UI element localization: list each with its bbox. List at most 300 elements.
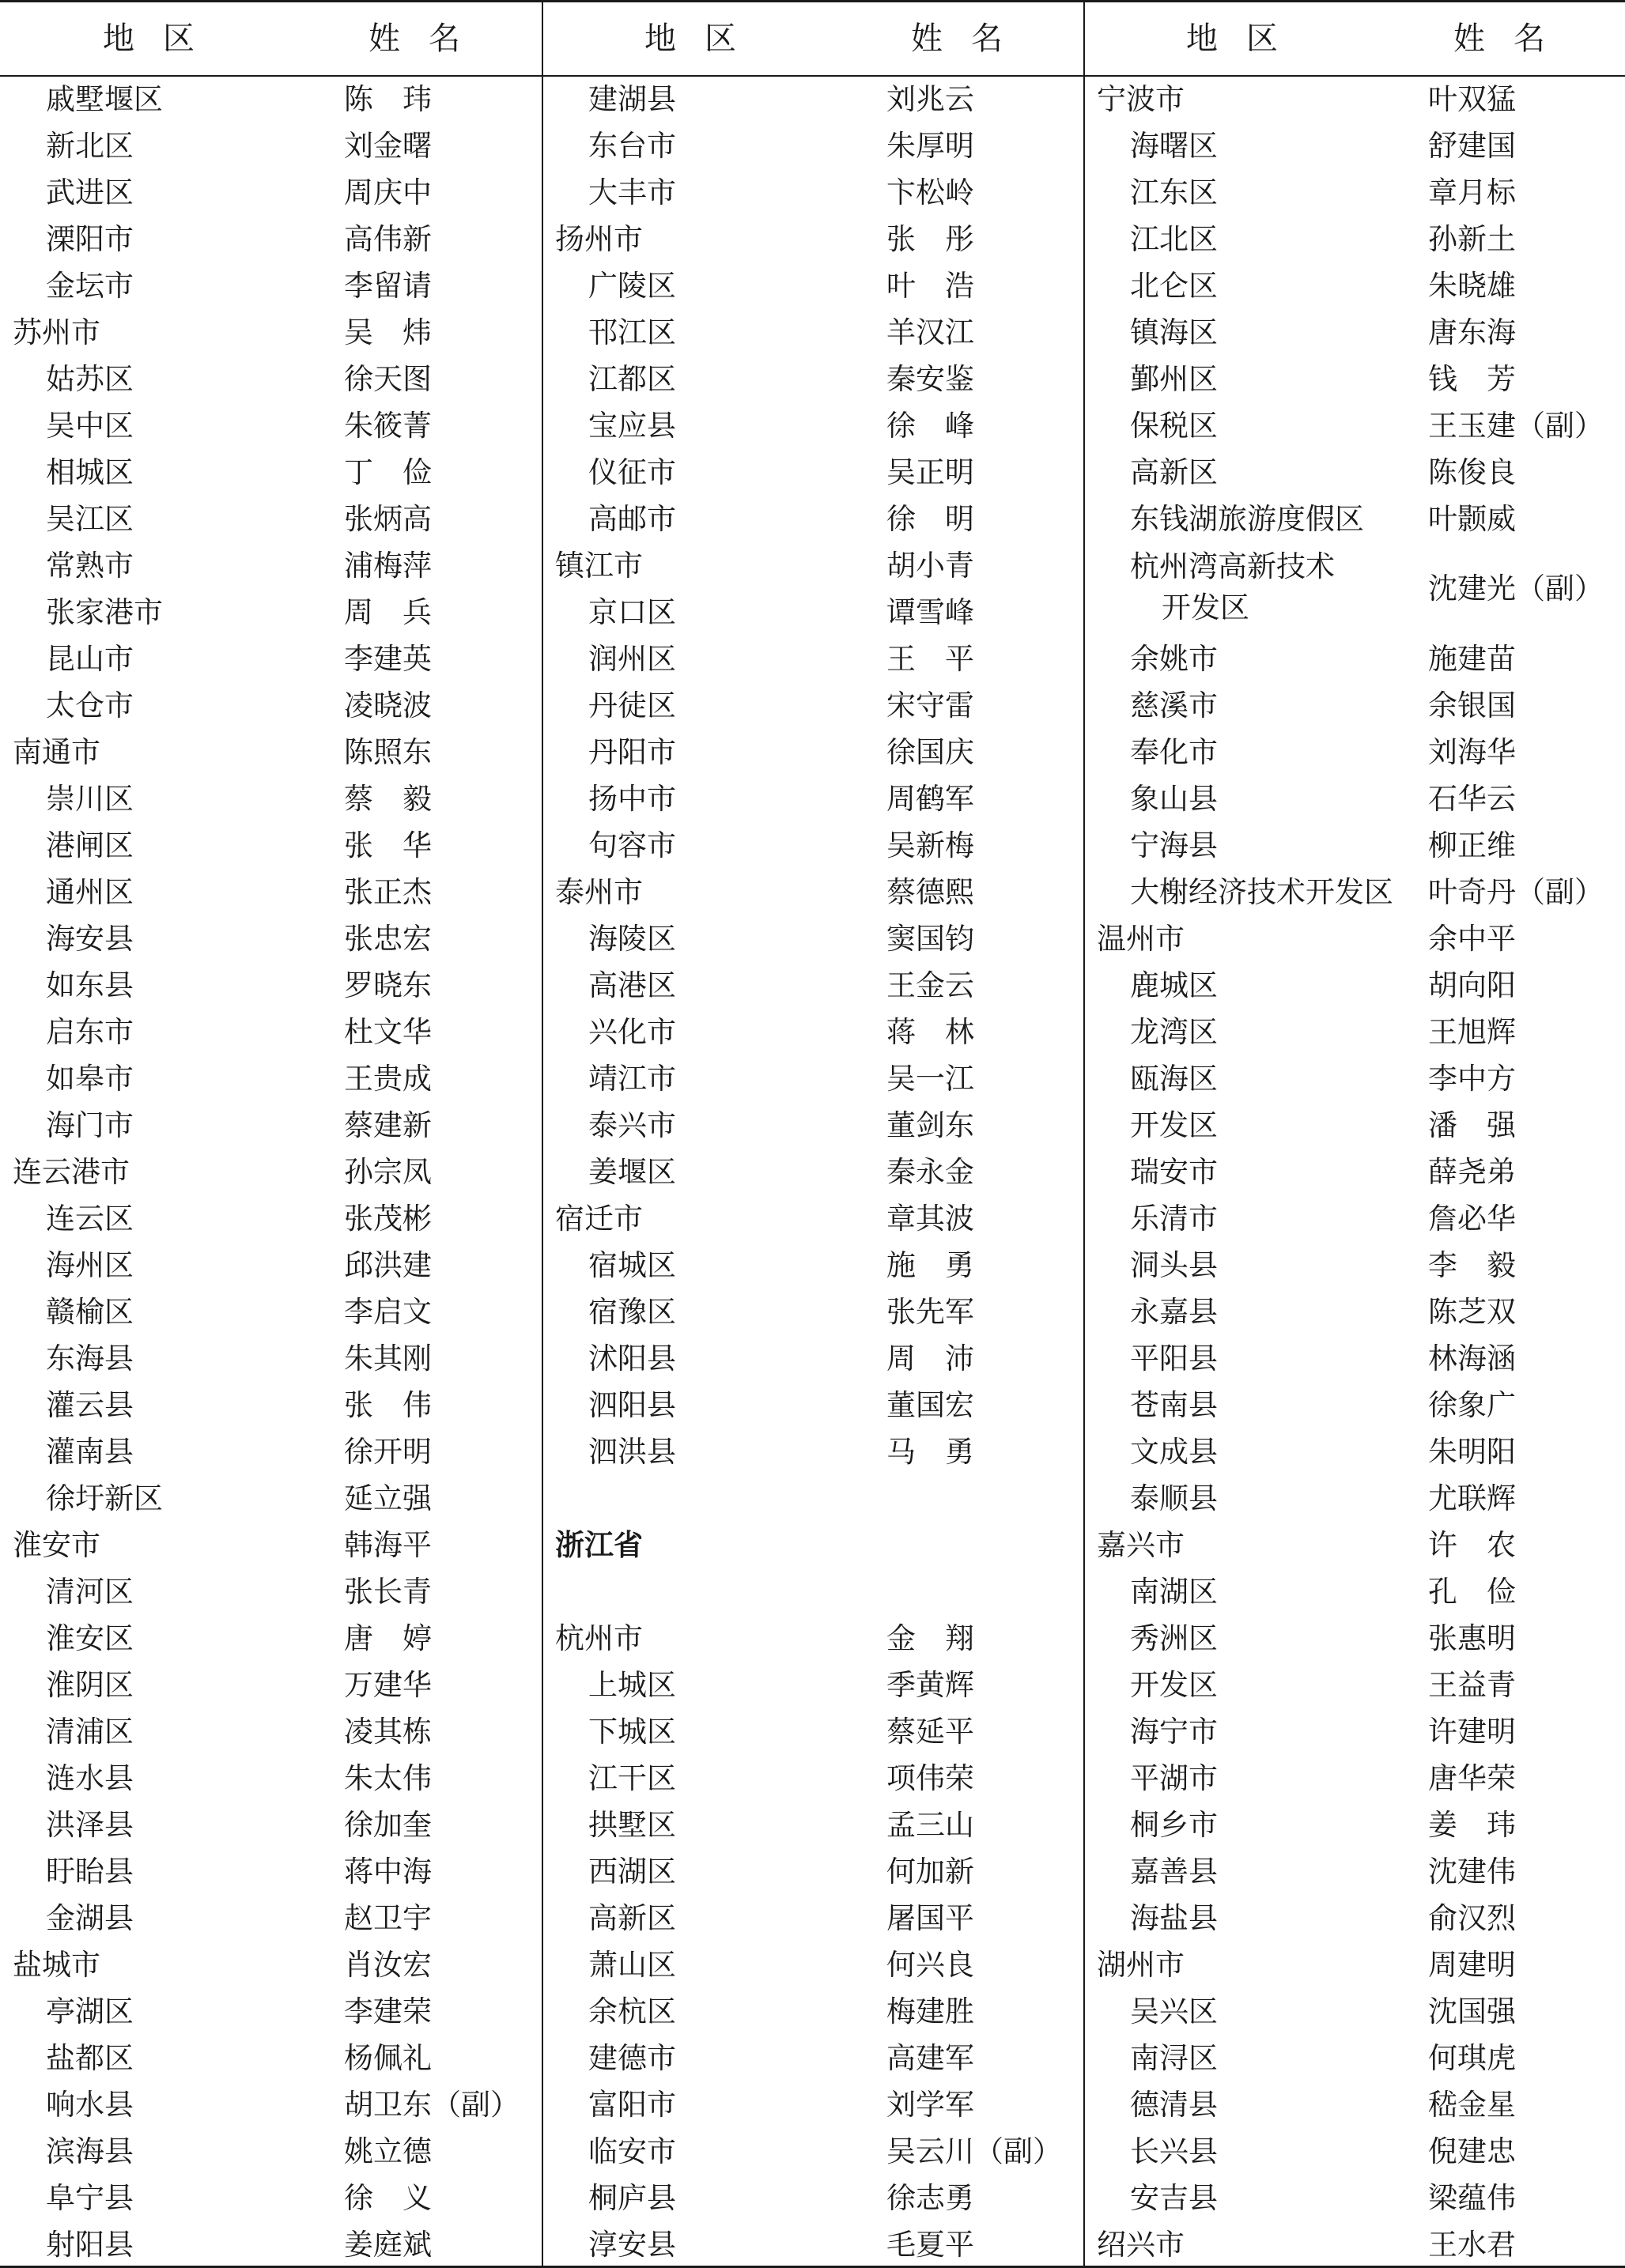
city-name: 嘉兴市: [1097, 1528, 1185, 1562]
district-name: 洪泽县: [46, 1808, 134, 1842]
table-row: [542, 1754, 1084, 1801]
person-name: 詹必华: [1428, 1202, 1516, 1236]
person-name: 凌其栋: [344, 1715, 432, 1749]
city-name: 苏州市: [13, 315, 100, 349]
table-row: [0, 681, 542, 728]
table-row: [0, 868, 542, 915]
table-row: [0, 1428, 542, 1474]
district-name: 如皋市: [46, 1062, 134, 1096]
table-row: [542, 1428, 1084, 1474]
person-name: 李建英: [344, 642, 432, 676]
district-name: 余姚市: [1130, 642, 1218, 676]
district-name: 江都区: [588, 362, 676, 396]
table-row: [542, 355, 1084, 402]
district-name: 新北区: [46, 129, 134, 163]
person-name: 王金云: [886, 968, 974, 1002]
table-row: [0, 1101, 542, 1148]
table-row: [542, 728, 1084, 775]
city-name: 淮安市: [13, 1528, 100, 1562]
district-name: 吴江区: [46, 502, 134, 536]
table-row: [1084, 542, 1625, 635]
table-row: [542, 1661, 1084, 1708]
person-name: 张华: [344, 828, 461, 862]
district-name: 高邮市: [588, 502, 676, 536]
district-name: 上城区: [588, 1668, 676, 1702]
person-name: 周庆中: [344, 175, 432, 209]
header-region-2: 地区: [644, 21, 765, 57]
district-name: 海宁市: [1130, 1715, 1218, 1749]
table-row: [542, 1708, 1084, 1754]
person-name: 卞松岭: [886, 175, 974, 209]
person-name: 杨佩礼: [344, 2041, 432, 2075]
table-row: [542, 775, 1084, 821]
table-row: [1084, 775, 1625, 821]
region-line-2: 开发区: [1162, 591, 1249, 625]
table-row: [0, 588, 542, 635]
table-row: [0, 168, 542, 215]
table-column-2: [542, 75, 1084, 2265]
table-row: [0, 635, 542, 681]
person-name: 王旭辉: [1428, 1015, 1516, 1049]
person-name: 朱筱菁: [344, 409, 432, 443]
district-name: 金湖县: [46, 1901, 134, 1935]
table-row: [542, 495, 1084, 542]
district-name: 大榭经济技术开发区: [1130, 875, 1393, 909]
table-row: [1084, 1941, 1625, 1987]
person-name: 宋守雷: [886, 689, 974, 723]
district-name: 鄞州区: [1130, 362, 1218, 396]
person-name: 徐象广: [1428, 1388, 1516, 1422]
table-column-1: [0, 75, 542, 2265]
person-name: 胡小青: [886, 549, 974, 583]
table-row: [542, 1801, 1084, 1847]
person-name: 何琪虎: [1428, 2041, 1516, 2075]
person-name: 徐志勇: [886, 2181, 974, 2215]
table-row: [542, 1614, 1084, 1661]
person-name: 许农: [1428, 1528, 1545, 1562]
person-name: 周沛: [886, 1342, 1003, 1376]
district-name: 常熟市: [46, 549, 134, 583]
district-name: [1130, 546, 1335, 628]
person-name: 张先军: [886, 1295, 974, 1329]
person-name: 余银国: [1428, 689, 1516, 723]
table-row: [0, 1801, 542, 1847]
district-name: 乐清市: [1130, 1202, 1218, 1236]
table-row: [542, 75, 1084, 122]
person-name: 吴云川（副）: [886, 2134, 1062, 2168]
table-row: [542, 168, 1084, 215]
table-row: [1084, 1894, 1625, 1941]
person-name: 胡卫东（副）: [344, 2088, 520, 2122]
district-name: 鹿城区: [1130, 968, 1218, 1002]
district-name: 清河区: [46, 1575, 134, 1609]
table-row: [542, 215, 1084, 262]
table-row: [0, 262, 542, 308]
table-row: [1084, 868, 1625, 915]
table-row: [1084, 1334, 1625, 1381]
district-name: 开发区: [1130, 1668, 1218, 1702]
table-row: [542, 1941, 1084, 1987]
person-name: 徐加奎: [344, 1808, 432, 1842]
table-row: [542, 1055, 1084, 1101]
district-name: 下城区: [588, 1715, 676, 1749]
city-name: 宁波市: [1097, 82, 1185, 116]
district-name: 亭湖区: [46, 1994, 134, 2028]
person-name: 陈照东: [344, 735, 432, 769]
person-name: 王益青: [1428, 1668, 1516, 1702]
district-name: 淮安区: [46, 1621, 134, 1655]
person-name: 唐东海: [1428, 315, 1516, 349]
person-name: 张炳高: [344, 502, 432, 536]
person-name: 孙宗凤: [344, 1155, 432, 1189]
table-row: [0, 728, 542, 775]
table-row: [1084, 1801, 1625, 1847]
table-row: [1084, 961, 1625, 1008]
table-row: [0, 1148, 542, 1194]
table-row: [0, 1987, 542, 2034]
person-name: 张茂彬: [344, 1202, 432, 1236]
table-row: [1084, 1288, 1625, 1334]
district-name: 如东县: [46, 968, 134, 1002]
table-row: [1084, 1381, 1625, 1428]
person-name: 嵇金星: [1428, 2088, 1516, 2122]
person-name: 沈国强: [1428, 1994, 1516, 2028]
table-row: [0, 542, 542, 588]
district-name: 泗阳县: [588, 1388, 676, 1422]
district-name: 宿城区: [588, 1248, 676, 1282]
person-name: 沈建光（副）: [1428, 572, 1604, 606]
district-name: 滨海县: [46, 2134, 134, 2168]
district-name: 江东区: [1130, 175, 1218, 209]
person-name: 高建军: [886, 2041, 974, 2075]
person-name: 罗晓东: [344, 968, 432, 1002]
table-row: [1084, 1661, 1625, 1708]
district-name: 宝应县: [588, 409, 676, 443]
district-name: 启东市: [46, 1015, 134, 1049]
table-header: [0, 2, 1625, 77]
city-name: 宿迁市: [555, 1202, 643, 1236]
district-name: 奉化市: [1130, 735, 1218, 769]
district-name: 富阳市: [588, 2088, 676, 2122]
person-name: 朱其刚: [344, 1342, 432, 1376]
table-row: [542, 448, 1084, 495]
person-name: 姜庭斌: [344, 2228, 432, 2262]
person-name: 董国宏: [886, 1388, 974, 1422]
district-name: 淮阴区: [46, 1668, 134, 1702]
person-name: 施勇: [886, 1248, 1003, 1282]
header-region-1: 地区: [103, 21, 223, 57]
person-name: 章月标: [1428, 175, 1516, 209]
district-name: 灌云县: [46, 1388, 134, 1422]
header-name-1: 姓名: [368, 21, 489, 57]
table-row: [0, 1241, 542, 1288]
district-name: 大丰市: [588, 175, 676, 209]
person-name: 梁蕴伟: [1428, 2181, 1516, 2215]
person-name: 朱晓雄: [1428, 269, 1516, 303]
table-row: [0, 402, 542, 448]
person-name: 倪建忠: [1428, 2134, 1516, 2168]
table-row: [542, 262, 1084, 308]
person-name: 蔡德熙: [886, 875, 974, 909]
table-row: [1084, 1148, 1625, 1194]
table-row: [1084, 448, 1625, 495]
province-heading-row: [542, 1521, 1084, 1568]
person-name: 李启文: [344, 1295, 432, 1329]
person-name: 朱明阳: [1428, 1435, 1516, 1469]
table-row: [542, 961, 1084, 1008]
district-name: 瓯海区: [1130, 1062, 1218, 1096]
district-name: 广陵区: [588, 269, 676, 303]
person-name: 沈建伟: [1428, 1855, 1516, 1889]
table-row: [1084, 1987, 1625, 2034]
person-name: 李毅: [1428, 1248, 1545, 1282]
header-region-3: 地区: [1186, 21, 1306, 57]
person-name: 张彤: [886, 222, 1003, 256]
table-row: [0, 961, 542, 1008]
table-row: [0, 2127, 542, 2174]
city-name: 绍兴市: [1097, 2228, 1185, 2262]
province-name: 浙江省: [555, 1528, 643, 1562]
district-name: 吴中区: [46, 409, 134, 443]
person-name: 吴正明: [886, 455, 974, 489]
person-name: 施建苗: [1428, 642, 1516, 676]
district-name: 宿豫区: [588, 1295, 676, 1329]
person-name: 俞汉烈: [1428, 1901, 1516, 1935]
table-row: [1084, 2221, 1625, 2267]
person-name: 蔡建新: [344, 1108, 432, 1142]
table-row: [1084, 402, 1625, 448]
district-name: 丹徒区: [588, 689, 676, 723]
person-name: 吴新梅: [886, 828, 974, 862]
table-row: [1084, 122, 1625, 168]
district-name: 建湖县: [588, 82, 676, 116]
table-row: [0, 1381, 542, 1428]
table-row: [542, 821, 1084, 868]
table-row: [542, 868, 1084, 915]
table-row: [1084, 1614, 1625, 1661]
table-row: [542, 2034, 1084, 2081]
table-row: [542, 122, 1084, 168]
table-row: [1084, 75, 1625, 122]
person-name: 胡向阳: [1428, 968, 1516, 1002]
table-row: [0, 308, 542, 355]
person-name: 周鹤军: [886, 782, 974, 816]
district-name: 姜堰区: [588, 1155, 676, 1189]
district-name: 江干区: [588, 1761, 676, 1795]
header-name-3: 姓名: [1453, 21, 1574, 57]
table-row: [0, 775, 542, 821]
person-name: 孔俭: [1428, 1575, 1545, 1609]
table-row: [1084, 262, 1625, 308]
table-row: [542, 542, 1084, 588]
person-name: 秦安鉴: [886, 362, 974, 396]
district-name: 赣榆区: [46, 1295, 134, 1329]
district-name: 长兴县: [1130, 2134, 1218, 2168]
district-name: 高新区: [1130, 455, 1218, 489]
header-name-2: 姓名: [911, 21, 1031, 57]
person-name: 吴炜: [344, 315, 461, 349]
person-name: 金翔: [886, 1621, 1003, 1655]
person-name: 石华云: [1428, 782, 1516, 816]
person-name: 浦梅萍: [344, 549, 432, 583]
table-row: [542, 402, 1084, 448]
district-name: 海安县: [46, 922, 134, 956]
table-row: [542, 1334, 1084, 1381]
district-name: 海曙区: [1130, 129, 1218, 163]
district-name: 海门市: [46, 1108, 134, 1142]
person-name: 何加新: [886, 1855, 974, 1889]
district-name: 开发区: [1130, 1108, 1218, 1142]
table-row: [0, 1894, 542, 1941]
person-name: 薛尧弟: [1428, 1155, 1516, 1189]
table-row: [0, 1847, 542, 1894]
table-row: [1084, 495, 1625, 542]
person-name: 孟三山: [886, 1808, 974, 1842]
table-row: [1084, 1008, 1625, 1055]
district-name: 清浦区: [46, 1715, 134, 1749]
district-name: 海盐县: [1130, 1901, 1218, 1935]
person-name: 徐明: [886, 502, 1003, 536]
table-row: [0, 355, 542, 402]
table-row: [0, 2034, 542, 2081]
person-name: 蒋林: [886, 1015, 1003, 1049]
table-row: [542, 1987, 1084, 2034]
person-name: 秦永金: [886, 1155, 974, 1189]
person-name: 谭雪峰: [886, 595, 974, 629]
table-row: [1084, 635, 1625, 681]
district-name: 阜宁县: [46, 2181, 134, 2215]
district-name: 灌南县: [46, 1435, 134, 1469]
district-name: 盐都区: [46, 2041, 134, 2075]
table-row: [542, 915, 1084, 961]
district-name: 拱墅区: [588, 1808, 676, 1842]
person-name: 邱洪建: [344, 1248, 432, 1282]
table-column-3: [1084, 75, 1625, 2265]
person-name: 王水君: [1428, 2228, 1516, 2262]
district-name: 通州区: [46, 875, 134, 909]
district-name: 平阳县: [1130, 1342, 1218, 1376]
district-name: 南湖区: [1130, 1575, 1218, 1609]
district-name: 戚墅堰区: [46, 82, 163, 116]
city-name: 南通市: [13, 735, 100, 769]
person-name: 章其波: [886, 1202, 974, 1236]
person-name: 董剑东: [886, 1108, 974, 1142]
person-name: 马勇: [886, 1435, 1003, 1469]
table-row: [0, 1754, 542, 1801]
district-name: 宁海县: [1130, 828, 1218, 862]
district-name: 仪征市: [588, 455, 676, 489]
table-row: [542, 1101, 1084, 1148]
district-name: 吴兴区: [1130, 1994, 1218, 2028]
table-row: [1084, 308, 1625, 355]
person-name: 叶奇丹（副）: [1428, 875, 1604, 909]
district-name: 兴化市: [588, 1015, 676, 1049]
person-name: 吴一江: [886, 1062, 974, 1096]
district-name: 秀洲区: [1130, 1621, 1218, 1655]
table-row: [1084, 1474, 1625, 1521]
district-name: 太仓市: [46, 689, 134, 723]
table-row: [1084, 1708, 1625, 1754]
district-name: 东台市: [588, 129, 676, 163]
district-name: 相城区: [46, 455, 134, 489]
person-name: 周建明: [1428, 1948, 1516, 1982]
person-name: 徐义: [344, 2181, 461, 2215]
district-name: 张家港市: [46, 595, 163, 629]
person-name: 叶双猛: [1428, 82, 1516, 116]
district-name: 高港区: [588, 968, 676, 1002]
person-name: 陈俊良: [1428, 455, 1516, 489]
person-name: 刘金曙: [344, 129, 432, 163]
table-row: [1084, 1241, 1625, 1288]
person-name: 王玉建（副）: [1428, 409, 1604, 443]
person-name: 徐天图: [344, 362, 432, 396]
table-row: [542, 2127, 1084, 2174]
table-row: [542, 1241, 1084, 1288]
spacer-row: [542, 1474, 1084, 1521]
district-name: 射阳县: [46, 2228, 134, 2262]
table-row: [1084, 821, 1625, 868]
table-row: [542, 308, 1084, 355]
person-name: 钱芳: [1428, 362, 1545, 396]
table-row: [542, 2221, 1084, 2267]
table-row: [1084, 1847, 1625, 1894]
table-row: [1084, 2127, 1625, 2174]
person-name: 徐国庆: [886, 735, 974, 769]
person-name: 姚立德: [344, 2134, 432, 2168]
person-name: 羊汉江: [886, 315, 974, 349]
district-name: 镇海区: [1130, 315, 1218, 349]
district-name: 金坛市: [46, 269, 134, 303]
person-name: 舒建国: [1428, 129, 1516, 163]
person-name: 唐婷: [344, 1621, 461, 1655]
person-name: 高伟新: [344, 222, 432, 256]
city-name: 杭州市: [555, 1621, 643, 1655]
table-row: [1084, 1055, 1625, 1101]
table-row: [0, 1474, 542, 1521]
district-name: 建德市: [588, 2041, 676, 2075]
person-name: 王贵成: [344, 1062, 432, 1096]
table-row: [542, 1847, 1084, 1894]
table-row: [0, 495, 542, 542]
spacer-row: [542, 1568, 1084, 1614]
person-name: 李中方: [1428, 1062, 1516, 1096]
person-name: 叶颢威: [1428, 502, 1516, 536]
district-name: 瑞安市: [1130, 1155, 1218, 1189]
person-name: 周兵: [344, 595, 461, 629]
district-name: 余杭区: [588, 1994, 676, 2028]
district-name: 徐圩新区: [46, 1481, 163, 1515]
person-name: 梅建胜: [886, 1994, 974, 2028]
district-name: 涟水县: [46, 1761, 134, 1795]
person-name: 窦国钧: [886, 922, 974, 956]
district-name: 文成县: [1130, 1435, 1218, 1469]
table-row: [1084, 681, 1625, 728]
table-row: [542, 1288, 1084, 1334]
table-row: [0, 1334, 542, 1381]
district-name: 京口区: [588, 595, 676, 629]
table-row: [542, 2174, 1084, 2221]
district-name: 靖江市: [588, 1062, 676, 1096]
district-name: 江北区: [1130, 222, 1218, 256]
district-name: 句容市: [588, 828, 676, 862]
person-name: 张忠宏: [344, 922, 432, 956]
district-name: 昆山市: [46, 642, 134, 676]
person-name: 项伟荣: [886, 1761, 974, 1795]
table-row: [1084, 168, 1625, 215]
table-row: [0, 1521, 542, 1568]
district-name: 洞头县: [1130, 1248, 1218, 1282]
district-name: 淳安县: [588, 2228, 676, 2262]
